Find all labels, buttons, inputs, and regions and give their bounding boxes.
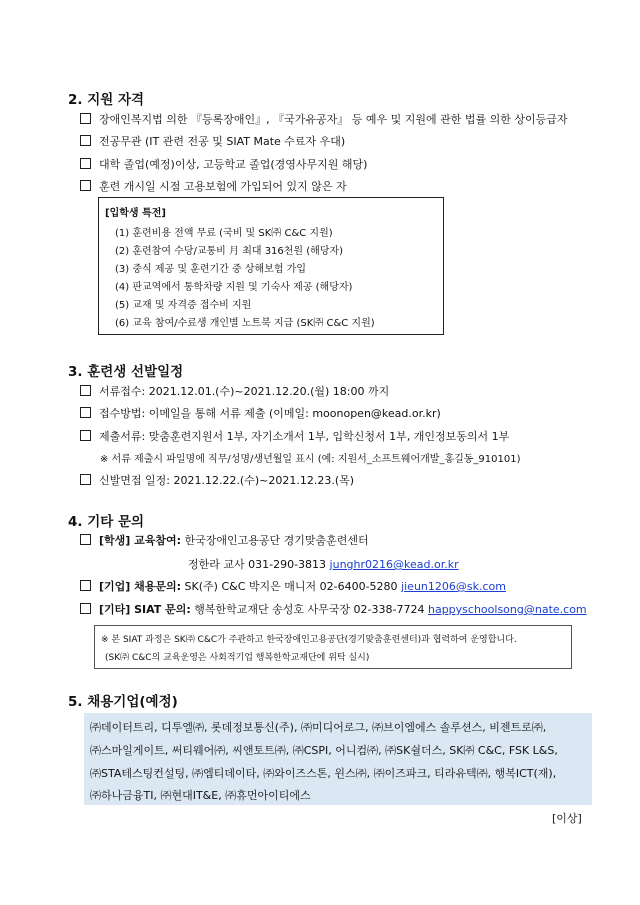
checkbox-icon bbox=[80, 407, 91, 418]
benefit-item: (6) 교육 참여/수료생 개인별 노트북 지급 (SK㈜ C&C 지원) bbox=[115, 318, 375, 329]
section-2-title: 2. 지원 자격 bbox=[68, 92, 145, 108]
checkbox-icon bbox=[80, 474, 91, 485]
contact-student bbox=[80, 532, 369, 548]
schedule-item bbox=[80, 383, 389, 399]
benefit-item: (1) 훈련비용 전액 무료 (국비 및 SK㈜ C&C 지원) bbox=[115, 228, 333, 239]
checkbox-icon bbox=[80, 385, 91, 396]
contact-label: [기타] SIAT 문의: bbox=[99, 603, 191, 616]
qualification-text: 대학 졸업(예정)이상, 고등학교 졸업(경영사무지원 해당) bbox=[99, 158, 368, 171]
schedule-item bbox=[80, 428, 509, 444]
employer-line: ㈜스마일게이트, 써티웨어㈜, 씨앤토트㈜, ㈜CSPI, 어니컴㈜, ㈜SK쉴더스, SK㈜ C&C, FSK L&S, bbox=[90, 744, 558, 757]
contact-person: 정한라 교사 031-290-3813 bbox=[188, 558, 327, 571]
qualification-text: 장애인복지법 의한 『등록장애인』, 『국가유공자』 등 예우 및 지원에 관한 법률 의한 상이등급자 bbox=[99, 113, 568, 126]
checkbox-icon bbox=[80, 430, 91, 441]
qualification-text: 전공무관 (IT 관련 전공 및 SIAT Mate 수료자 우대) bbox=[99, 135, 346, 148]
contact-other bbox=[80, 601, 587, 617]
benefits-title: [입학생 특전] bbox=[105, 208, 166, 219]
schedule-text: 제출서류: 맞춤훈련지원서 1부, 자기소개서 1부, 입학신청서 1부, 개인정보동의서 1부 bbox=[99, 430, 510, 443]
notice-line: (SK㈜ C&C의 교육운영은 사회적기업 행복한학교재단에 위탁 실시) bbox=[105, 653, 370, 663]
checkbox-icon bbox=[80, 158, 91, 169]
contact-student-detail bbox=[188, 556, 459, 572]
email-link[interactable]: happyschoolsong@nate.com bbox=[427, 603, 587, 616]
schedule-text: 신발면접 일정: 2021.12.22.(수)~2021.12.23.(목) bbox=[99, 474, 355, 487]
section-4-title: 4. 기타 문의 bbox=[68, 514, 145, 530]
employer-line: ㈜하나금융TI, ㈜현대IT&E, ㈜휴먼아이티에스 bbox=[90, 789, 311, 802]
email-link[interactable]: junghr0216@kead.or.kr bbox=[329, 558, 459, 571]
checkbox-icon bbox=[80, 603, 91, 614]
benefits-box bbox=[98, 197, 444, 335]
qualification-item bbox=[80, 111, 568, 127]
notice-line: ※ 본 SIAT 과정은 SK㈜ C&C가 주관하고 한국장애인고용공단(경기맞춤훈련센터)과 협력하여 운영합니다. bbox=[101, 635, 517, 645]
contact-label: [기업] 채용문의: bbox=[99, 580, 182, 593]
employer-list-box bbox=[84, 713, 592, 805]
employer-line: ㈜STA테스팅컨설팅, ㈜엠티데이타, ㈜와이즈스톤, 윈스㈜, ㈜이즈파크, 티라유텍㈜, 행복ICT(재), bbox=[90, 767, 557, 780]
schedule-item bbox=[80, 405, 441, 421]
checkbox-icon bbox=[80, 135, 91, 146]
checkbox-icon bbox=[80, 180, 91, 191]
end-mark: [이상] bbox=[552, 812, 582, 825]
qualification-item bbox=[80, 178, 347, 194]
qualification-item bbox=[80, 156, 367, 172]
benefit-item: (4) 판교역에서 통학차량 지원 및 기숙사 제공 (해당자) bbox=[115, 282, 353, 293]
contact-text: 행복한학교재단 송성호 사무국장 02-338-7724 bbox=[194, 603, 425, 616]
benefit-item: (3) 중식 제공 및 훈련기간 중 상해보험 가입 bbox=[115, 264, 306, 275]
contact-label: [학생] 교육참여: bbox=[99, 534, 182, 547]
qualification-text: 훈련 개시일 시점 고용보험에 가입되어 있지 않은 자 bbox=[99, 180, 347, 193]
employer-line: ㈜데이터트리, 디투엘㈜, 롯데정보통신(주), ㈜미디어로그, ㈜브이엠에스 솔루션스, 비젠트로㈜, bbox=[90, 721, 547, 734]
schedule-item bbox=[80, 472, 354, 488]
notice-box bbox=[94, 625, 572, 669]
benefit-item: (2) 훈련참여 수당/교통비 月 최대 316천원 (해당자) bbox=[115, 246, 344, 257]
schedule-text: 서류접수: 2021.12.01.(수)~2021.12.20.(월) 18:00 까지 bbox=[99, 385, 390, 398]
schedule-text: 접수방법: 이메일을 통해 서류 제출 (이메일: moonopen@kead.or.kr) bbox=[99, 407, 441, 420]
checkbox-icon bbox=[80, 580, 91, 591]
email-link[interactable]: jieun1206@sk.com bbox=[401, 580, 506, 593]
contact-company bbox=[80, 578, 506, 594]
qualification-item bbox=[80, 133, 345, 149]
benefit-item: (5) 교재 및 자격증 접수비 지원 bbox=[115, 300, 252, 311]
section-5-title: 5. 채용기업(예정) bbox=[68, 694, 178, 710]
contact-text: SK(주) C&C 박지은 매니저 02-6400-5280 bbox=[184, 580, 398, 593]
contact-text: 한국장애인고용공단 경기맞춤훈련센터 bbox=[184, 534, 369, 547]
submission-note: ※ 서류 제출시 파일명에 직무/성명/생년월일 표시 (예: 지원서_소프트웨어개발_홍길동_910101) bbox=[100, 454, 521, 465]
checkbox-icon bbox=[80, 534, 91, 545]
section-3-title: 3. 훈련생 선발일정 bbox=[68, 364, 184, 380]
checkbox-icon bbox=[80, 113, 91, 124]
